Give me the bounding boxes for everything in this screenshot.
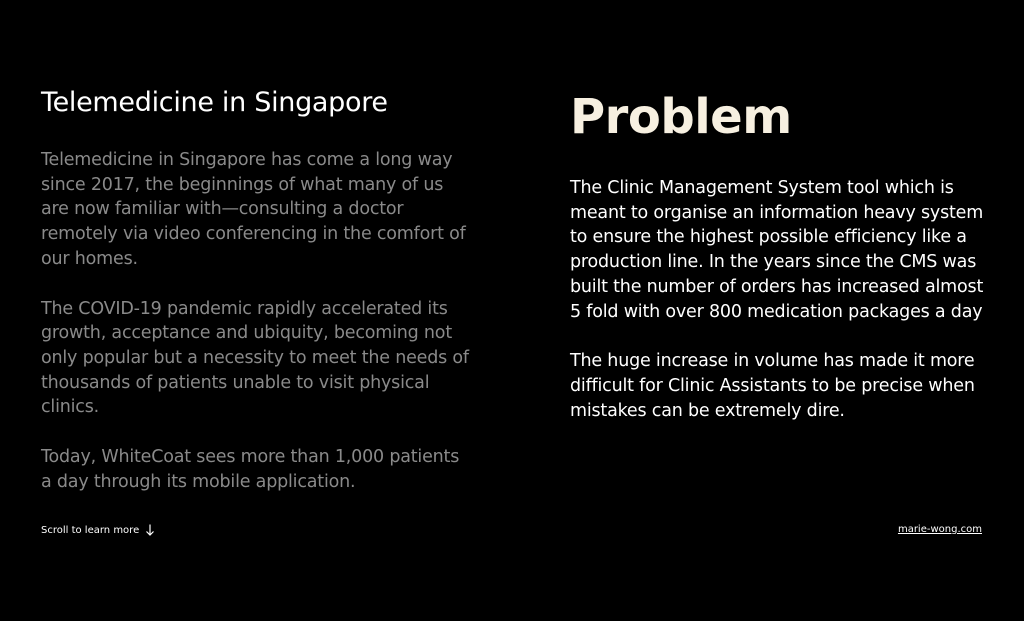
arrow-down-icon <box>145 524 155 536</box>
scroll-label: Scroll to learn more <box>41 524 140 536</box>
problem-paragraph: The Clinic Management System tool which is meant to organise an information heavy system to ensure the highest possible efficiency like a production line. In the years since the CMS was built the number of orders has increased almost 5 fold with over 800 medication packages a day <box>570 178 984 322</box>
intro-paragraph: Telemedicine in Singapore has come a long way since 2017, the beginnings of what many of us are now familiar with—consulting a doctor remotely via video conferencing in the comfort of our homes. <box>41 150 466 269</box>
site-link[interactable]: marie-wong.com <box>897 524 982 535</box>
problem-title: Problem <box>570 89 792 145</box>
whitecoat-paragraph: Today, WhiteCoat sees more than 1,000 patients a day through its mobile application. <box>41 447 460 492</box>
telemedicine-section <box>41 86 471 519</box>
problem-section <box>570 88 990 448</box>
scroll-hint[interactable] <box>41 524 155 536</box>
impact-paragraph: The huge increase in volume has made it more difficult for Clinic Assistants to be precise when mistakes can be extremely dire. <box>570 351 975 421</box>
covid-paragraph: The COVID-19 pandemic rapidly accelerated its growth, acceptance and ubiquity, becoming not only popular but a necessity to meet the needs of thousands of patients unable to visit physical clinics. <box>41 298 469 418</box>
section-title: Telemedicine in Singapore <box>41 87 388 118</box>
